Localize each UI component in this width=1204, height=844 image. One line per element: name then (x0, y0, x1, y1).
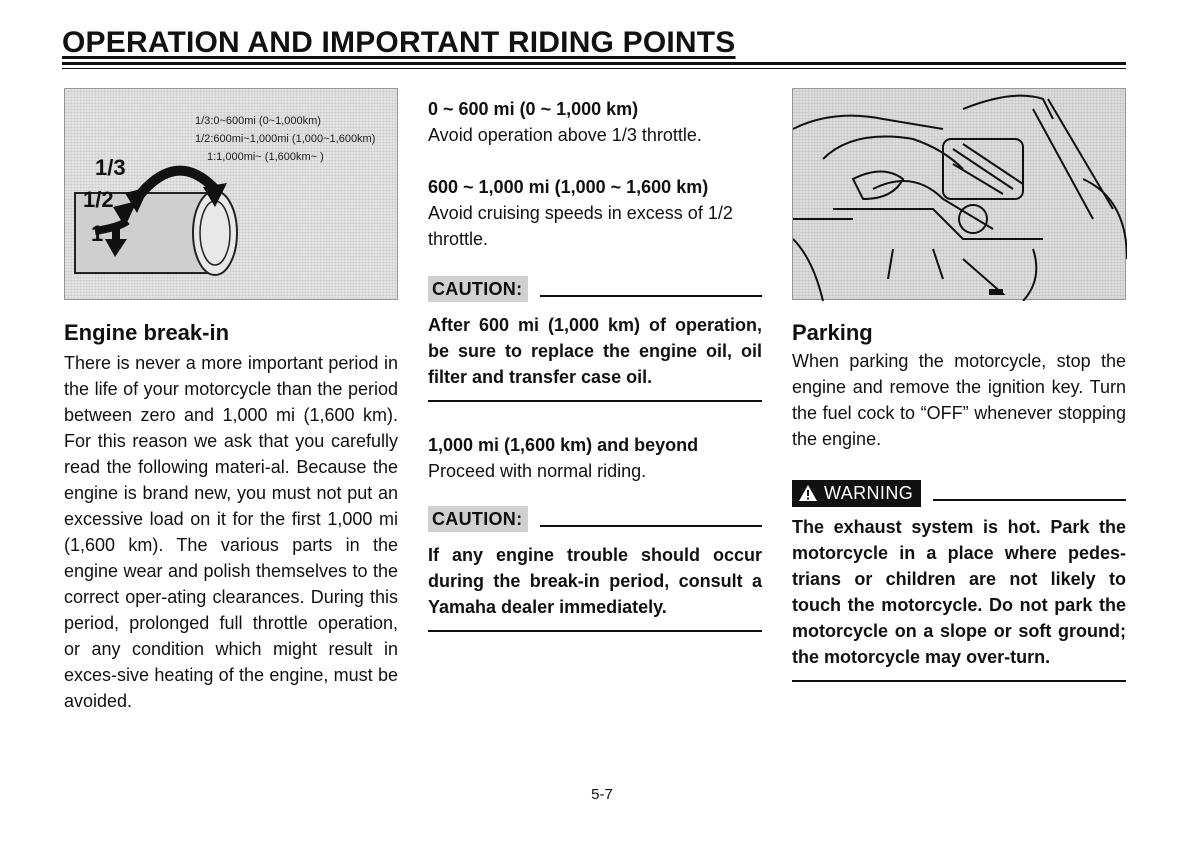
warning-label-box (792, 480, 921, 507)
caution1-rule (540, 295, 762, 297)
page-title: OPERATION AND IMPORTANT RIDING POINTS (62, 26, 736, 59)
engine-break-in-heading: Engine break-in (64, 320, 230, 345)
caution1-label: CAUTION: (428, 276, 528, 302)
caution2-end-rule (428, 630, 762, 632)
title-rule-thin (62, 68, 1126, 69)
warning-label: WARNING (824, 482, 914, 503)
mark-one-half: 1/2 (83, 187, 114, 212)
mark-one-third: 1/3 (95, 155, 126, 180)
stage2-heading: 600 ~ 1,000 mi (1,000 ~ 1,600 km) (428, 177, 709, 197)
mark-full: 1 (91, 221, 104, 246)
caution2-label: CAUTION: (428, 506, 528, 532)
warning-end-rule (792, 680, 1126, 682)
throttle-illustration (64, 88, 398, 300)
caution1-text: After 600 mi (1,000 km) of operation, be sure to replace the engine oil, oil filter and transfer case oil. (428, 315, 762, 387)
caution1-label-row (428, 274, 762, 304)
engine-break-in-body: There is never a more important period in the life of your motorcycle than the period between zero and 1,000 mi (1,600 km). For this reason we ask that you carefully read the following materi-al. Because the engine is brand new, you must not put an excessive load on it for the first 1,000 mi (1,600 km). The various parts in the engine wear and polish themselves to the correct oper-ating clearances. During this period, prolonged full throttle operation, or any condition which might result in exces-sive heating of the engine, must be avoided. (64, 353, 398, 711)
stage3-text: Proceed with normal riding. (428, 461, 647, 481)
warning-rule (933, 499, 1126, 501)
warning-label-row (792, 476, 1126, 510)
motorcycle-illustration (792, 88, 1126, 300)
stage1-text: Avoid operation above 1/3 throttle. (428, 125, 702, 145)
legend-line-1: 1/3:0~600mi (0~1,000km) (195, 115, 321, 127)
title-rule-thick (62, 62, 1126, 65)
warning-text: The exhaust system is hot. Park the motorcycle in a place where pedes-trians or children are not likely to touch the motorcycle. Do not park the motorcycle on a slope or soft ground; the motorcycle may over-turn. (792, 517, 1126, 667)
legend-line-2: 1/2:600mi~1,000mi (1,000~1,600km) (195, 133, 376, 145)
caution2-rule (540, 525, 762, 527)
stage3-heading: 1,000 mi (1,600 km) and beyond (428, 435, 699, 455)
stage1-heading: 0 ~ 600 mi (0 ~ 1,000 km) (428, 99, 639, 119)
caution2-label-row (428, 504, 762, 534)
caution2-text: If any engine trouble should occur during the break-in period, consult a Yamaha dealer immediately. (428, 545, 762, 617)
warning-triangle-icon (798, 484, 818, 502)
middle-column (428, 96, 762, 632)
stage2-text: Avoid cruising speeds in excess of 1/2 throttle. (428, 203, 733, 249)
page-number: 5-7 (591, 786, 613, 803)
caution1-end-rule (428, 400, 762, 402)
legend-line-3: 1:1,000mi~ (1,600km~ ) (207, 151, 324, 163)
parking-body: When parking the motorcycle, stop the engine and remove the ignition key. Turn the fuel cock to “OFF” whenever stopping the engine. (792, 351, 1126, 449)
parking-heading: Parking (792, 320, 873, 345)
left-column (64, 88, 398, 714)
right-column (792, 88, 1126, 682)
motorcycle-engine-drawing (793, 89, 1127, 301)
